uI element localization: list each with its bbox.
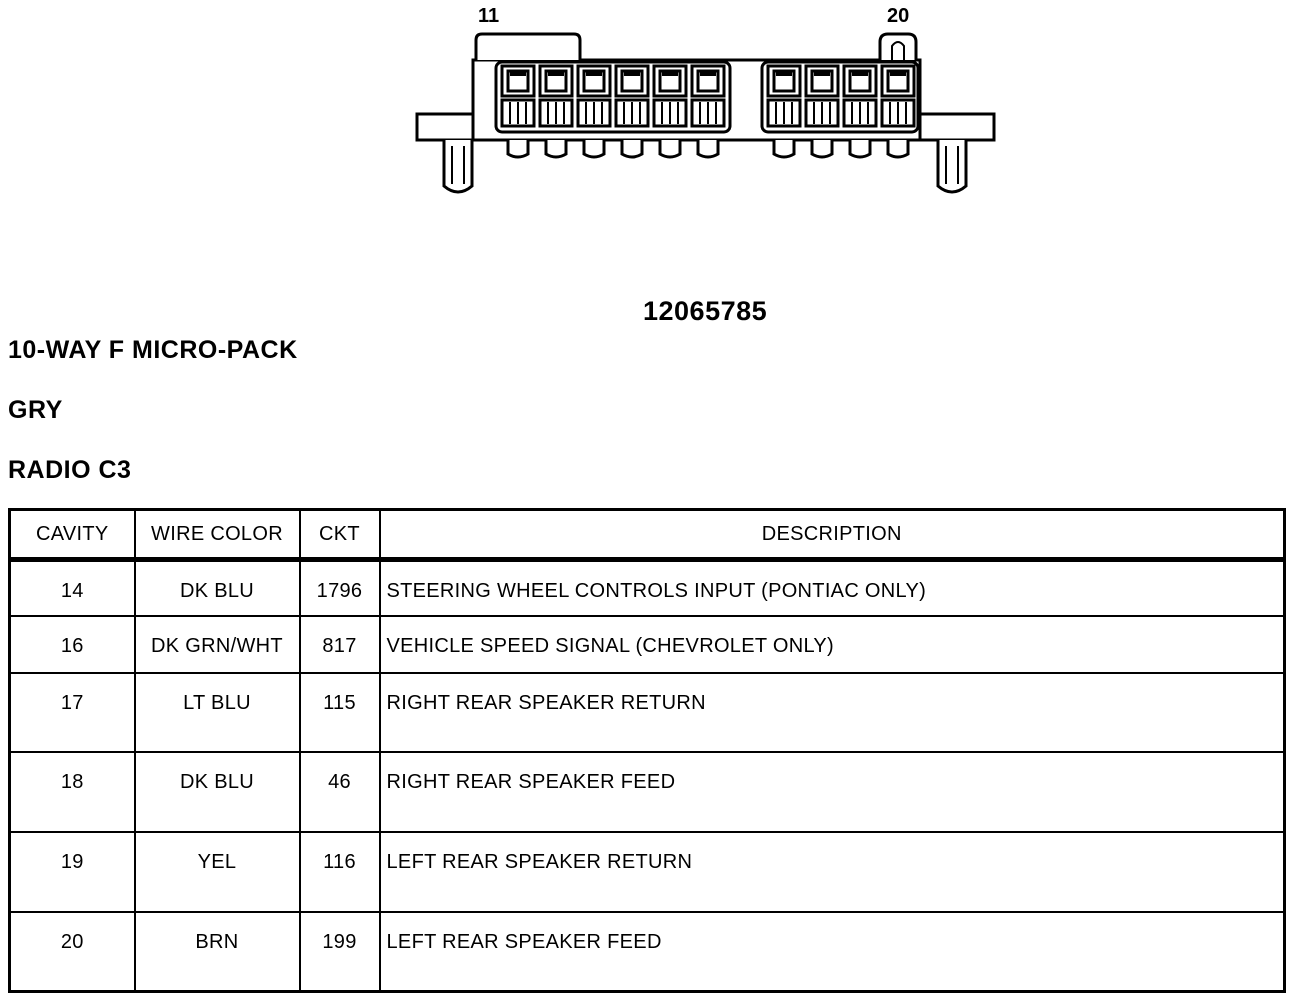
- latch-left: [476, 34, 580, 60]
- part-number: 12065785: [643, 296, 768, 326]
- wire-color-cell: DK BLU: [135, 560, 300, 617]
- table-row: [10, 832, 1285, 912]
- table-row: [10, 616, 1285, 673]
- connector-type-heading: 10-WAY F MICRO-PACK: [8, 336, 298, 364]
- ckt-cell: 46: [300, 752, 380, 832]
- cavity-cell: 17: [10, 673, 135, 753]
- ckt-cell: 115: [300, 673, 380, 753]
- ckt-cell: 199: [300, 912, 380, 992]
- cavity: [882, 66, 914, 157]
- connector-color-heading: GRY: [8, 396, 63, 424]
- cavity: [654, 66, 686, 157]
- table-row: [10, 673, 1285, 753]
- wire-color-cell: DK GRN/WHT: [135, 616, 300, 673]
- table-row: [10, 912, 1285, 992]
- mounting-post-right: [938, 140, 966, 192]
- cavity: [806, 66, 838, 157]
- cavity: [578, 66, 610, 157]
- pinout-table: [8, 508, 1286, 993]
- column-header-ckt: CKT: [300, 510, 380, 560]
- cavity-label-11: 11: [478, 5, 500, 27]
- table-header-row: [10, 510, 1285, 560]
- description-cell: LEFT REAR SPEAKER FEED: [380, 912, 1285, 992]
- cavity-cell: 16: [10, 616, 135, 673]
- description-cell: VEHICLE SPEED SIGNAL (CHEVROLET ONLY): [380, 616, 1285, 673]
- cavity: [768, 66, 800, 157]
- wire-color-cell: LT BLU: [135, 673, 300, 753]
- cavity-cell: 20: [10, 912, 135, 992]
- wire-color-cell: DK BLU: [135, 752, 300, 832]
- cavity: [844, 66, 876, 157]
- cavity-cell: 19: [10, 832, 135, 912]
- wire-color-cell: YEL: [135, 832, 300, 912]
- description-cell: STEERING WHEEL CONTROLS INPUT (PONTIAC ONLY): [380, 560, 1285, 617]
- ckt-cell: 817: [300, 616, 380, 673]
- cavity: [616, 66, 648, 157]
- description-cell: RIGHT REAR SPEAKER FEED: [380, 752, 1285, 832]
- cavity: [692, 66, 724, 157]
- mounting-post-left: [444, 140, 472, 192]
- cavity-label-20: 20: [887, 5, 910, 27]
- ckt-cell: 116: [300, 832, 380, 912]
- description-cell: LEFT REAR SPEAKER RETURN: [380, 832, 1285, 912]
- table-row: [10, 560, 1285, 617]
- wire-color-cell: BRN: [135, 912, 300, 992]
- column-header-cavity: CAVITY: [10, 510, 135, 560]
- connector-face-drawing: [0, 0, 1312, 240]
- cavity-cell: 18: [10, 752, 135, 832]
- latch-right: [880, 34, 916, 60]
- cavity: [540, 66, 572, 157]
- ckt-cell: 1796: [300, 560, 380, 617]
- cavity: [502, 66, 534, 157]
- column-header-wire-color: WIRE COLOR: [135, 510, 300, 560]
- table-row: [10, 752, 1285, 832]
- connector-name-heading: RADIO C3: [8, 456, 132, 484]
- cavity-cell: 14: [10, 560, 135, 617]
- column-header-description: DESCRIPTION: [380, 510, 1285, 560]
- description-cell: RIGHT REAR SPEAKER RETURN: [380, 673, 1285, 753]
